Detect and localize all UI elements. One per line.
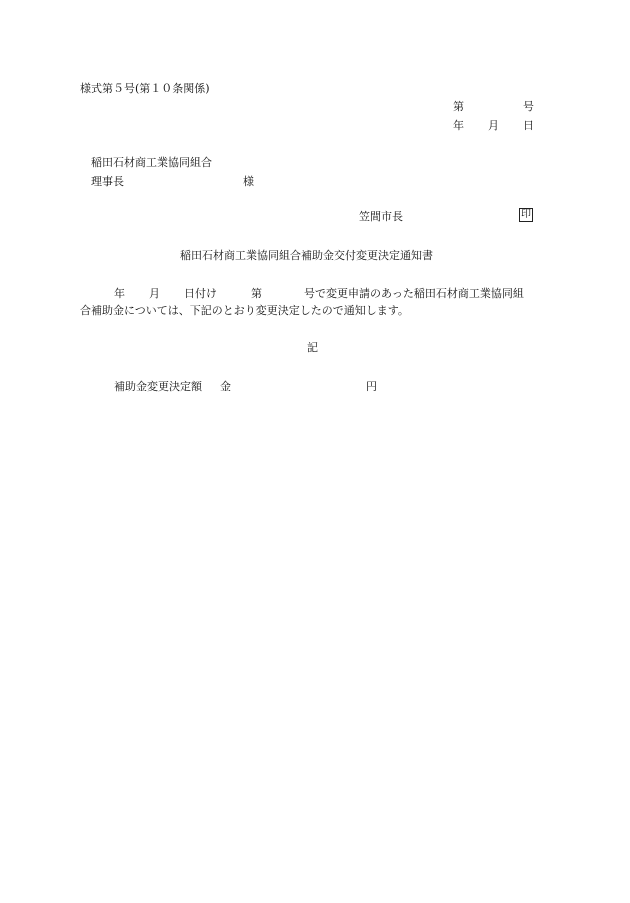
recipient-title: 理事長: [91, 175, 124, 188]
amount-label: 補助金変更決定額: [114, 380, 202, 393]
date-year: 年: [453, 119, 464, 132]
date-month: 月: [488, 119, 499, 132]
doc-number-prefix: 第: [453, 100, 464, 113]
doc-number-suffix: 号: [523, 100, 534, 113]
recipient-honorific: 様: [243, 175, 254, 188]
body-year: 年: [114, 287, 125, 300]
body-day-dated: 日付け: [184, 287, 217, 300]
document-title: 稲田石材商工業協同組合補助金交付変更決定通知書: [180, 249, 433, 262]
form-number: 様式第５号(第１０条関係): [80, 82, 210, 95]
seal-stamp: 印: [521, 209, 531, 220]
sender-title: 笠間市長: [359, 210, 403, 223]
recipient-organization: 稲田石材商工業協同組合: [91, 156, 212, 169]
body-number-prefix: 第: [251, 287, 262, 300]
amount-unit: 円: [366, 380, 377, 393]
date-day: 日: [523, 119, 534, 132]
body-line1-rest: 号で変更申請のあった稲田石材商工業協同組: [304, 287, 524, 300]
amount-prefix: 金: [220, 380, 231, 393]
body-line-2: 合補助金については、下記のとおり変更決定したので通知します。: [80, 304, 409, 317]
body-month: 月: [149, 287, 160, 300]
ki-heading: 記: [307, 341, 318, 354]
body-line-1: [80, 286, 550, 302]
